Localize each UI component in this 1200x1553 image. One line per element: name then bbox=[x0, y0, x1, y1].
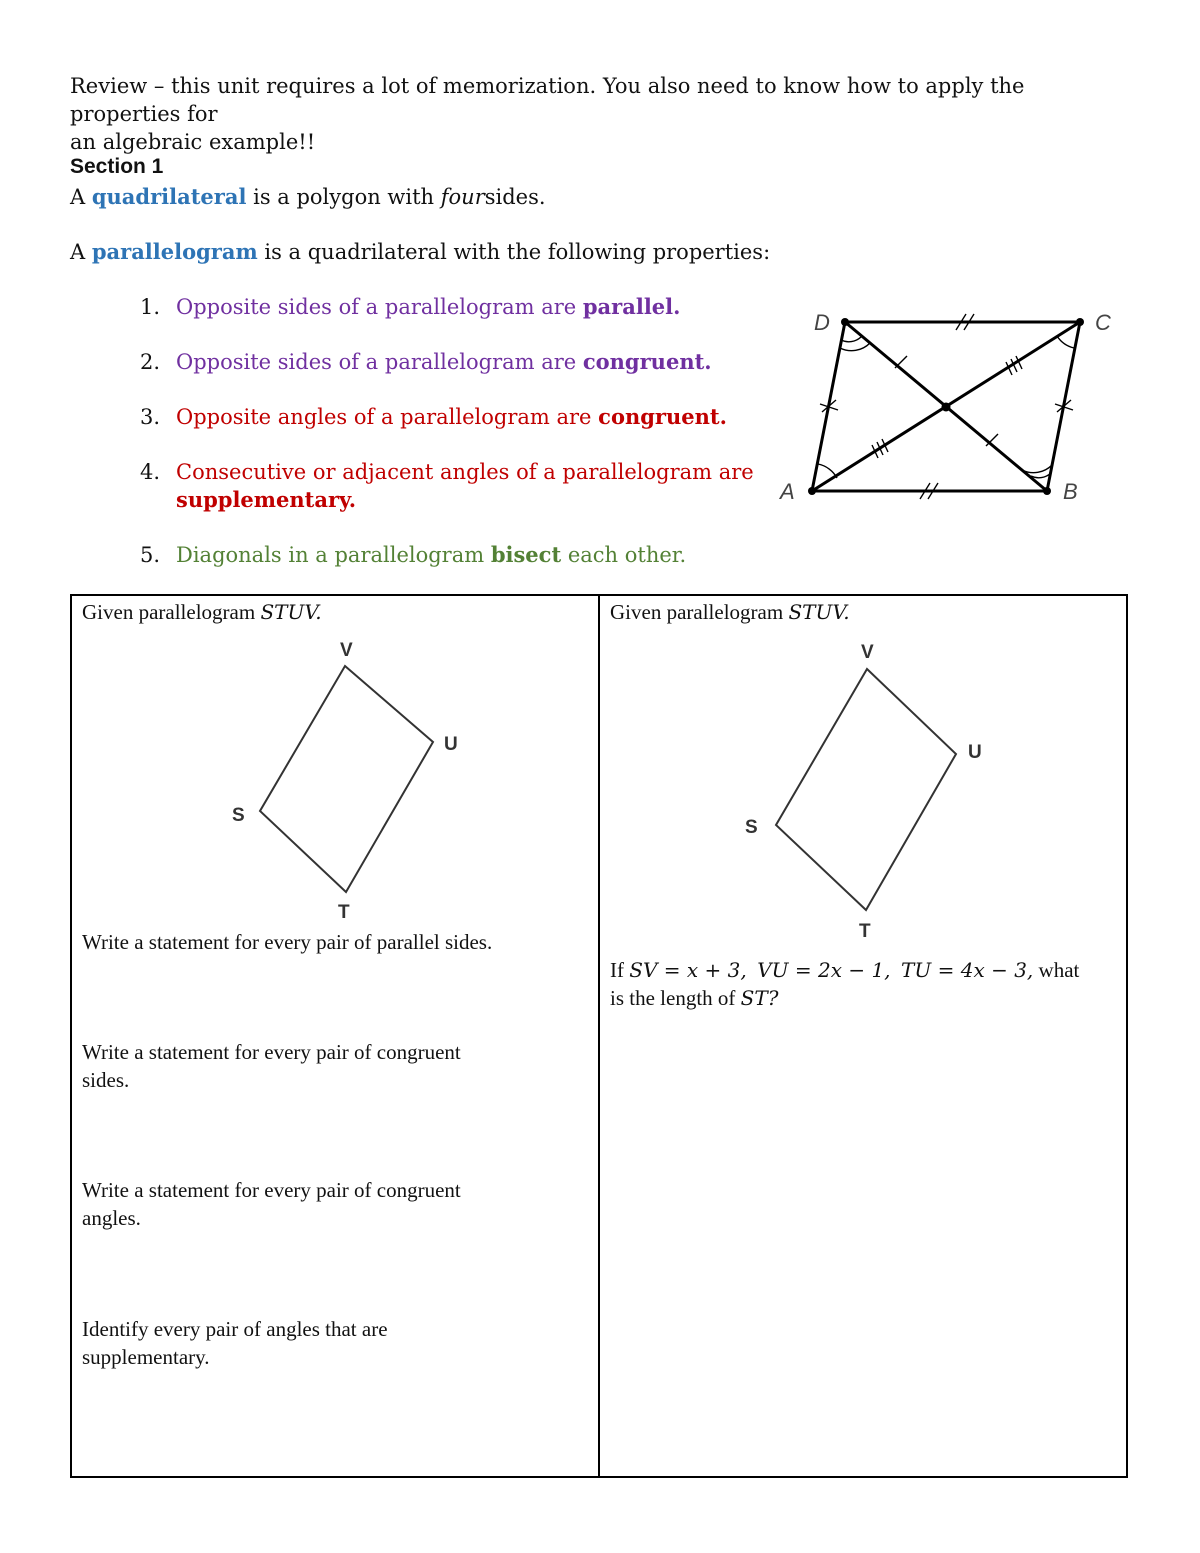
problem-text: If bbox=[610, 958, 630, 982]
intro-line-1: Review – this unit requires a lot of memorization. You also need to know how to apply the properties for bbox=[70, 74, 1025, 126]
vertex-label-d: D bbox=[814, 310, 830, 335]
property-number: 4. bbox=[140, 460, 161, 484]
table-divider bbox=[598, 594, 600, 1478]
equation-tu: TU = 4x − 3, bbox=[901, 958, 1034, 982]
property-5 bbox=[140, 541, 760, 569]
question-line: sides. bbox=[82, 1068, 130, 1092]
angle-b-arc bbox=[1022, 465, 1052, 473]
property-text: Opposite angles of a parallelogram are bbox=[176, 405, 599, 429]
vertex-label-c: C bbox=[1095, 310, 1111, 335]
question-congruent-angles bbox=[82, 1176, 592, 1232]
question-line: Identify every pair of angles that are bbox=[82, 1317, 388, 1341]
diagonal-intersection bbox=[942, 403, 951, 412]
vertex-label-b: B bbox=[1063, 479, 1078, 504]
property-text: Consecutive or adjacent angles of a parallelogram are bbox=[176, 460, 754, 484]
label-v: V bbox=[861, 642, 874, 663]
property-text: Opposite sides of a parallelogram are bbox=[176, 350, 583, 374]
label-s: S bbox=[232, 805, 245, 826]
property-key: parallel. bbox=[582, 294, 681, 319]
tick-diag-db bbox=[895, 356, 907, 368]
def-text: is a polygon with bbox=[246, 185, 441, 209]
quadrilateral-term: quadrilateral bbox=[91, 184, 247, 209]
given-text: Given parallelogram bbox=[82, 600, 261, 624]
quadrilateral-definition bbox=[70, 183, 546, 211]
problem-text: what bbox=[1033, 958, 1080, 982]
property-key: supplementary. bbox=[176, 487, 357, 512]
given-name: STUV. bbox=[260, 600, 322, 624]
question-parallel-sides: Write a statement for every pair of parallel sides. bbox=[82, 930, 493, 954]
question-line: supplementary. bbox=[82, 1345, 210, 1369]
stuv-outline bbox=[776, 669, 956, 910]
parallelogram-abcd-figure bbox=[770, 300, 1130, 520]
property-2 bbox=[140, 348, 760, 376]
property-key: congruent. bbox=[582, 349, 712, 374]
problem-text: is the length of bbox=[610, 986, 741, 1010]
length-problem bbox=[610, 956, 1120, 1012]
problem-variable: ST? bbox=[740, 986, 779, 1010]
left-given bbox=[82, 598, 322, 626]
label-u: U bbox=[968, 742, 982, 763]
property-number: 3. bbox=[140, 405, 161, 429]
parallelogram-definition bbox=[70, 238, 770, 266]
property-3 bbox=[140, 403, 760, 431]
right-stuv-figure bbox=[735, 632, 1005, 942]
property-number: 5. bbox=[140, 543, 161, 567]
label-t: T bbox=[338, 902, 350, 923]
angle-d-arc bbox=[840, 343, 870, 351]
property-text: Diagonals in a parallelogram bbox=[176, 543, 491, 567]
right-given bbox=[610, 598, 850, 626]
problem-line-2 bbox=[610, 984, 1120, 1012]
angle-c-arc bbox=[1057, 336, 1074, 348]
def-text: A bbox=[70, 240, 92, 264]
four-emphasis: four bbox=[440, 185, 485, 209]
given-text: Given parallelogram bbox=[610, 600, 789, 624]
label-u: U bbox=[444, 734, 458, 755]
vertex-label-a: A bbox=[780, 479, 795, 504]
equation-vu: VU = 2x − 1, bbox=[757, 958, 891, 982]
def-text: is a quadrilateral with the following properties: bbox=[257, 240, 771, 264]
parallelogram-term: parallelogram bbox=[91, 239, 258, 264]
def-text: sides. bbox=[484, 185, 546, 209]
label-s: S bbox=[745, 817, 758, 838]
problem-line-1 bbox=[610, 956, 1120, 984]
property-text: each other. bbox=[561, 543, 687, 567]
equation-sv: SV = x + 3, bbox=[629, 958, 747, 982]
question-line: Write a statement for every pair of congruent bbox=[82, 1178, 461, 1202]
property-1 bbox=[140, 293, 760, 321]
question-supplementary-angles bbox=[82, 1315, 592, 1371]
property-key: congruent. bbox=[598, 404, 727, 429]
question-congruent-sides bbox=[82, 1038, 592, 1094]
question-line: angles. bbox=[82, 1206, 141, 1230]
given-name: STUV. bbox=[788, 600, 850, 624]
property-4 bbox=[140, 458, 760, 514]
def-text: A bbox=[70, 185, 92, 209]
intro-line-2: an algebraic example!! bbox=[70, 130, 316, 154]
intro-paragraph bbox=[70, 72, 1140, 156]
question-line: Write a statement for every pair of congruent bbox=[82, 1040, 461, 1064]
section-title: Section 1 bbox=[70, 155, 164, 178]
label-t: T bbox=[859, 921, 871, 942]
property-number: 2. bbox=[140, 350, 161, 374]
property-key: bisect bbox=[490, 542, 562, 567]
property-number: 1. bbox=[140, 295, 161, 319]
label-v: V bbox=[340, 640, 353, 661]
left-stuv-figure bbox=[220, 630, 480, 925]
stuv-outline bbox=[260, 666, 433, 892]
property-text: Opposite sides of a parallelogram are bbox=[176, 295, 583, 319]
